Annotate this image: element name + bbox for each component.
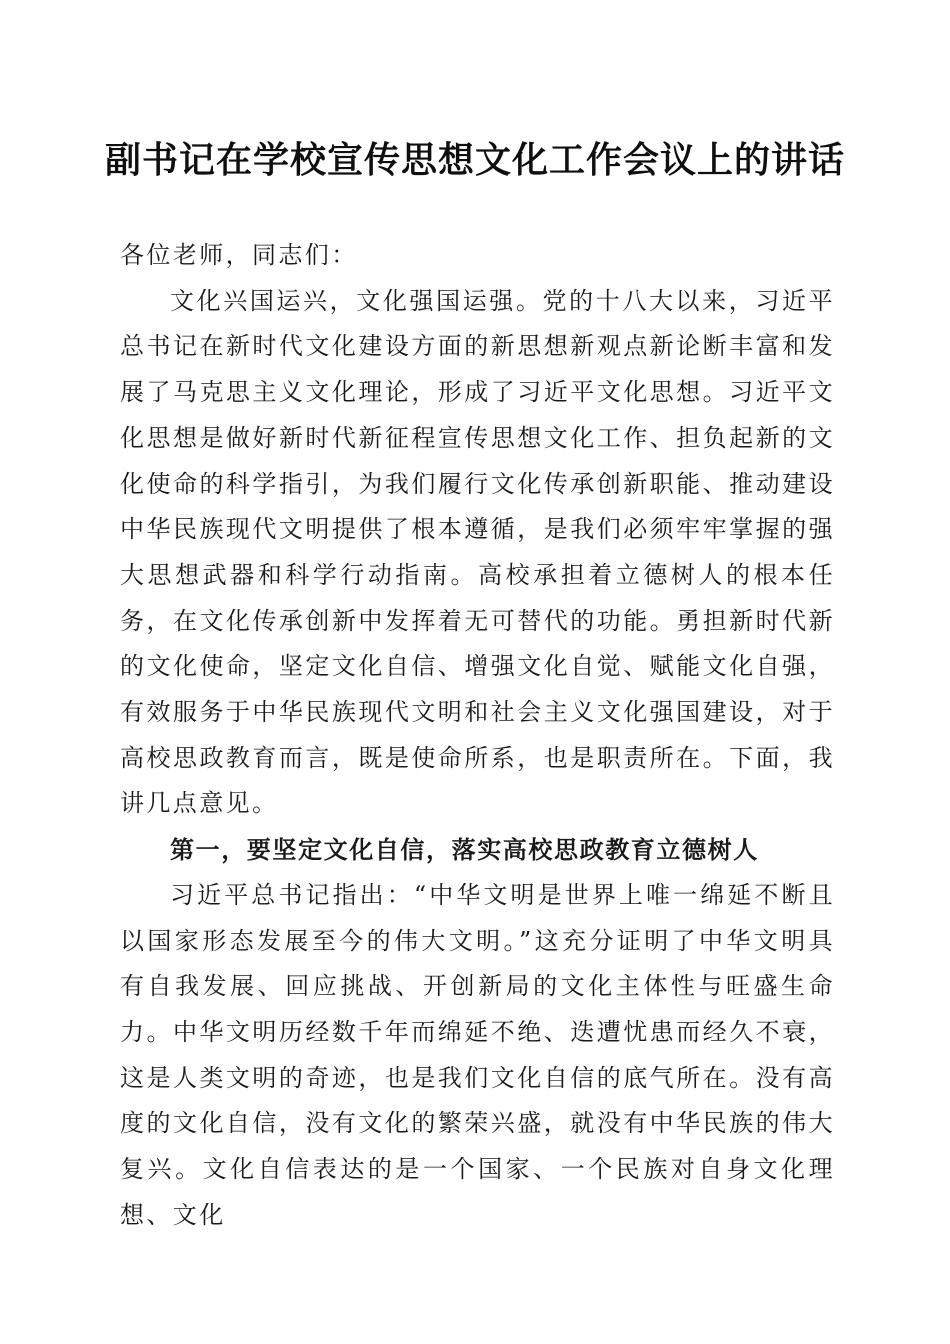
salutation: 各位老师，同志们： [120, 241, 358, 269]
document-title: 副书记在学校宣传思想文化工作会议上的讲话 [104, 139, 845, 181]
section-heading-1: 第一，要坚定文化自信，落实高校思政教育立德树人 [170, 835, 759, 865]
paragraph-section-1: 习近平总书记指出：“中华文明是世界上唯一绵延不断且以国家形态发展至今的伟大文明。”这充分证明了中华文明具有自我发展、回应挑战、开创新局的文化主体性与旺盛生命力。中华文明历经数千年而绵延不绝、迭遭忧患而经久不衰，这是人类文明的奇迹，也是我们文化自信的底气所在。没有高度的文化自信，没有文化的繁荣兴盛，就没有中华民族的伟大复兴。文化自信表达的是一个国家、一个民族对自身文化理想、文化 [120, 880, 835, 1229]
paragraph-intro: 文化兴国运兴，文化强国运强。党的十八大以来，习近平总书记在新时代文化建设方面的新思想新观点新论断丰富和发展了马克思主义文化理论，形成了习近平文化思想。习近平文化思想是做好新时代新征程宣传思想文化工作、担负起新的文化使命的科学指引，为我们履行文化传承创新职能、推动建设中华民族现代文明提供了根本遵循，是我们必须牢牢掌握的强大思想武器和科学行动指南。高校承担着立德树人的根本任务，在文化传承创新中发挥着无可替代的功能。勇担新时代新的文化使命，坚定文化自信、增强文化自觉、赋能文化自强，有效服务于中华民族现代文明和社会主义文化强国建设，对于高校思政教育而言，既是使命所系，也是职责所在。下面，我讲几点意见。 [120, 286, 835, 818]
document-body [120, 233, 835, 1238]
